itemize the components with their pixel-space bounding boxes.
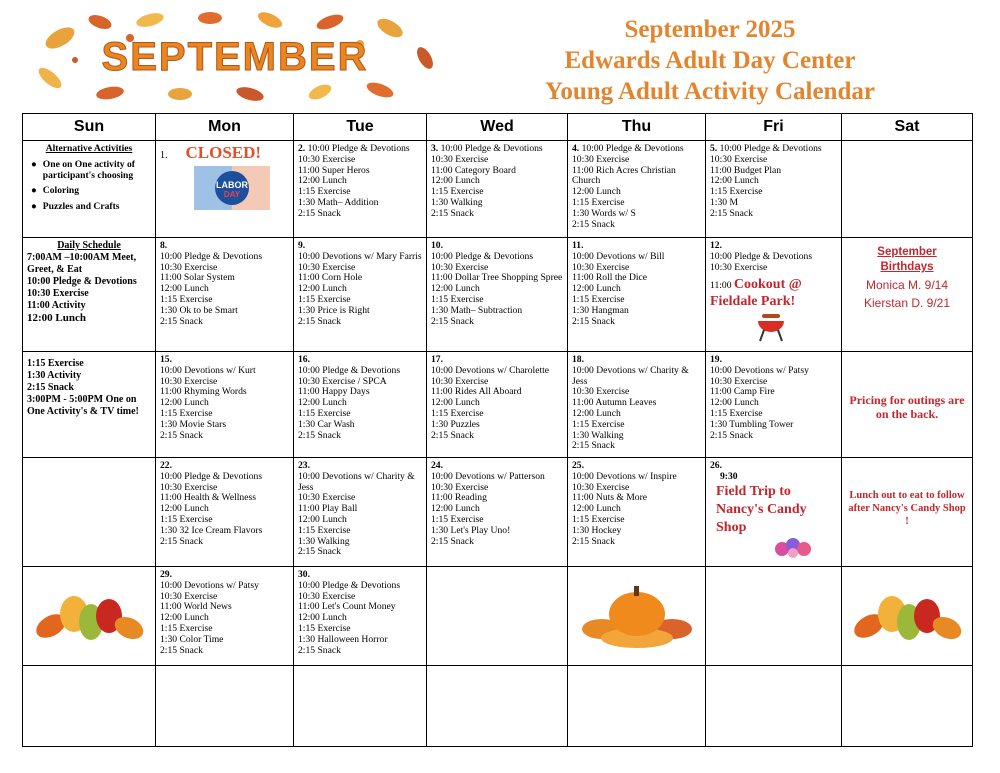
activity-line: 11:00 Solar System bbox=[160, 272, 235, 284]
activity-line: 2:15 Snack bbox=[572, 535, 615, 547]
day-header-line: 3. 10:00 Pledge & Devotions bbox=[431, 143, 543, 154]
day-cell-30 bbox=[294, 567, 427, 666]
activity-line: 1:15 Exercise bbox=[710, 186, 763, 198]
week-row bbox=[23, 458, 973, 567]
activity-line: 11:00 Reading bbox=[431, 492, 487, 504]
activity-line: 10:30 Exercise bbox=[710, 261, 768, 273]
pumpkin-leaves-image bbox=[577, 574, 697, 652]
day-cell-12 bbox=[706, 238, 842, 352]
day-cell-28 bbox=[23, 567, 156, 666]
activity-line: 10:30 Exercise bbox=[572, 153, 630, 165]
bullet-icon: ● bbox=[31, 158, 37, 170]
activity-line: 10:30 Exercise bbox=[572, 481, 630, 493]
cookout-event: Cookout @ Fieldale Park! bbox=[710, 277, 802, 310]
weekday-mon: Mon bbox=[156, 114, 294, 141]
activity-line: 11:00 Play Ball bbox=[298, 503, 358, 515]
activity-line: 11:00 Rhyming Words bbox=[160, 386, 247, 398]
day-header-line: 10. bbox=[431, 240, 443, 251]
activity-line: 1:15 Exercise bbox=[431, 293, 484, 305]
activity-line: 1:15 Exercise bbox=[572, 418, 625, 430]
empty-cell bbox=[842, 567, 973, 666]
day-cell-5 bbox=[706, 141, 842, 238]
week-row bbox=[23, 352, 973, 458]
activity-line: 2:15 Snack bbox=[298, 644, 341, 656]
activity-line: 1:30 Math– Addition bbox=[298, 196, 379, 208]
activity-line: 10:30 Exercise bbox=[160, 375, 218, 387]
day-cell-26 bbox=[706, 458, 842, 567]
activity-line: 10:30 Exercise bbox=[160, 261, 218, 273]
day-number: 3. bbox=[431, 143, 439, 154]
activity-line: 10:30 Exercise bbox=[710, 153, 768, 165]
activity-line: 12:00 Lunch bbox=[710, 397, 759, 409]
lunch-note: Lunch out to eat to follow after Nancy's Candy Shop ! bbox=[848, 490, 966, 527]
activity-line: 2:15 Snack bbox=[431, 315, 474, 327]
activity-line: 11:00 Budget Plan bbox=[710, 164, 782, 176]
activity-line: 11:00 Rich Acres Christian Church bbox=[572, 164, 676, 187]
activity-line: 1:30 Hangman bbox=[572, 304, 629, 316]
activity-line: 10:30 Exercise / SPCA bbox=[298, 375, 387, 387]
day-header-line: 5. 10:00 Pledge & Devotions bbox=[710, 143, 822, 154]
activity-line: 1:15 Exercise bbox=[431, 407, 484, 419]
day-cell-18 bbox=[568, 352, 706, 458]
activity-line: 2:15 Snack bbox=[160, 535, 203, 547]
activity-line: 10:00 Devotions w/ Patsy bbox=[160, 579, 259, 591]
weekday-thu: Thu bbox=[568, 114, 706, 141]
activity-line: 2:15 Snack bbox=[572, 440, 615, 452]
day-number: 1. bbox=[160, 150, 168, 161]
day-cell-24 bbox=[427, 458, 568, 567]
activity-line: 10:30 Exercise bbox=[431, 375, 489, 387]
candy-icon bbox=[772, 535, 814, 559]
day-header-line: 24. bbox=[431, 460, 443, 471]
activity-line: 1:15 Exercise bbox=[298, 293, 351, 305]
activity-line: 1:15 Exercise bbox=[572, 196, 625, 208]
day-cell-29 bbox=[156, 567, 294, 666]
activity-line: 12:00 Lunch bbox=[431, 175, 480, 187]
activity-line: 11:00 World News bbox=[160, 601, 232, 613]
day-number: 2. bbox=[298, 143, 306, 154]
activity-line: 10:30 Exercise bbox=[572, 386, 630, 398]
activity-line: 1:15 Exercise bbox=[160, 513, 213, 525]
schedule-line: 1:30 Activity bbox=[27, 370, 82, 381]
day-header-line: 8. bbox=[160, 240, 168, 251]
day-header-line: 25. bbox=[572, 460, 584, 471]
bullet-icon: ● bbox=[31, 201, 37, 213]
header-month: September 2025 bbox=[624, 16, 796, 43]
activity-line: 11:00 Category Board bbox=[431, 164, 516, 176]
activity-line: 2:15 Snack bbox=[298, 207, 341, 219]
activity-line: 2:15 Snack bbox=[431, 429, 474, 441]
activity-line: 12:00 Lunch bbox=[572, 503, 621, 515]
activity-line: 11:00 Let's Count Money bbox=[298, 601, 396, 613]
alt-item: ● Coloring bbox=[31, 185, 80, 197]
day-number: 4. bbox=[572, 143, 580, 154]
activity-line: 2:15 Snack bbox=[572, 315, 615, 327]
day-cell-23 bbox=[294, 458, 427, 567]
closed-label: CLOSED! bbox=[185, 143, 262, 162]
activity-line: 2:15 Snack bbox=[572, 218, 615, 230]
day-header-line: 29. bbox=[160, 569, 172, 580]
activity-line: 11:00 Happy Days bbox=[298, 386, 370, 398]
activity-line: 2:15 Snack bbox=[160, 429, 203, 441]
autumn-leaves-image bbox=[29, 584, 149, 654]
field-trip-event: Field Trip to Nancy's Candy Shop bbox=[716, 483, 807, 535]
day-header-line: 16. bbox=[298, 354, 310, 365]
activity-line: 1:30 Walking bbox=[298, 535, 350, 547]
empty-cell bbox=[568, 567, 706, 666]
activity-line: 2:15 Snack bbox=[710, 429, 753, 441]
activity-line: 12:00 Lunch bbox=[298, 175, 347, 187]
weekday-sat: Sat bbox=[842, 114, 973, 141]
day-cell-2 bbox=[294, 141, 427, 238]
empty-cell bbox=[427, 567, 568, 666]
activity-line: 1:30 Words w/ S bbox=[572, 207, 636, 219]
activity-line: 1:30 M bbox=[710, 196, 738, 208]
week-row bbox=[23, 567, 973, 666]
activity-line: 1:15 Exercise bbox=[160, 622, 213, 634]
week-row bbox=[23, 238, 973, 352]
activity-line: 12:00 Lunch bbox=[160, 503, 209, 515]
bullet-icon: ● bbox=[31, 185, 37, 197]
daily-schedule-cell bbox=[23, 238, 156, 352]
day-header-line: 18. bbox=[572, 354, 584, 365]
activity-line: 1:15 Exercise bbox=[298, 186, 351, 198]
day-cell-25 bbox=[568, 458, 706, 567]
activity-line: 1:30 Car Wash bbox=[298, 418, 355, 430]
activity-line: 11:00 Roll the Dice bbox=[572, 272, 648, 284]
empty-cell bbox=[706, 666, 842, 747]
day-header-line: 19. bbox=[710, 354, 722, 365]
activity-line: 1:15 Exercise bbox=[298, 622, 351, 634]
activity-line: 12:00 Lunch bbox=[298, 612, 347, 624]
activity-line: 12:00 Lunch bbox=[431, 397, 480, 409]
day-cell-3 bbox=[427, 141, 568, 238]
activity-line: 1:30 Let's Play Uno! bbox=[431, 524, 511, 536]
activity-line: 1:15 Exercise bbox=[160, 407, 213, 419]
alt-item: ● Puzzles and Crafts bbox=[31, 201, 120, 213]
activity-line: 11:00 Dollar Tree Shopping Spree bbox=[431, 272, 563, 284]
activity-line: 10:30 Exercise bbox=[431, 153, 489, 165]
day-header-line: 2. 10:00 Pledge & Devotions bbox=[298, 143, 410, 154]
activity-line: 10:00 Devotions w/ Mary Farris bbox=[298, 250, 422, 262]
activity-line: 2:15 Snack bbox=[431, 207, 474, 219]
empty-cell bbox=[23, 666, 156, 747]
activity-line: 1:30 Math– Subtraction bbox=[431, 304, 523, 316]
activity-line: 12:00 Lunch bbox=[710, 175, 759, 187]
activity-line: 10:30 Exercise bbox=[160, 481, 218, 493]
activity-line: 10:30 Exercise bbox=[160, 590, 218, 602]
activity-line: 10:00 Devotions w/ Charity & Jess bbox=[298, 470, 415, 493]
activity-line: 10:00 Devotions w/ Charolette bbox=[431, 364, 550, 376]
day-header-line: 22. bbox=[160, 460, 172, 471]
activity-line: 10:00 Devotions w/ Charity & Jess bbox=[572, 364, 689, 387]
activity-line: 2:15 Snack bbox=[298, 429, 341, 441]
activity-line: 12:00 Lunch bbox=[298, 513, 347, 525]
activity-line: 11:00 Rides All Aboard bbox=[431, 386, 522, 398]
day-cell-17 bbox=[427, 352, 568, 458]
day-cell-19 bbox=[706, 352, 842, 458]
empty-cell bbox=[706, 567, 842, 666]
activity-line: 12:00 Lunch bbox=[160, 397, 209, 409]
activity-line: 1:30 Hockey bbox=[572, 524, 622, 536]
activity-line: 10:00 Pledge & Devotions bbox=[298, 579, 401, 591]
day-header-line: 15. bbox=[160, 354, 172, 365]
autumn-leaves-image bbox=[847, 584, 967, 654]
activity-line: 12:00 Lunch bbox=[572, 407, 621, 419]
activity-line: 10:00 Pledge & Devotions bbox=[710, 250, 813, 262]
activity-line: 1:30 Tumbling Tower bbox=[710, 418, 794, 430]
alt-activities-title: Alternative Activities bbox=[45, 143, 133, 154]
activity-line: 2:15 Snack bbox=[160, 644, 203, 656]
activity-line: 1:30 Movie Stars bbox=[160, 418, 227, 430]
activity-calendar bbox=[22, 113, 973, 747]
day-header-line: 17. bbox=[431, 354, 443, 365]
lunch-note-cell bbox=[842, 458, 973, 567]
activity-line: 11:00 Camp Fire bbox=[710, 386, 775, 398]
pricing-note: Pricing for outings are on the back. bbox=[849, 393, 965, 421]
grill-icon bbox=[754, 312, 788, 342]
week-row bbox=[23, 141, 973, 238]
birthday-person: Kierstan D. 9/21 bbox=[863, 296, 951, 310]
weekday-tue: Tue bbox=[294, 114, 427, 141]
schedule-line: 10:30 Exercise bbox=[27, 287, 89, 299]
activity-line: 2:15 Snack bbox=[160, 315, 203, 327]
day-number: 26. bbox=[710, 460, 722, 471]
activity-line: 11:00 Health & Wellness bbox=[160, 492, 256, 504]
activity-line: 12:00 Lunch bbox=[160, 612, 209, 624]
activity-line: 10:00 Devotions w/ Kurt bbox=[160, 364, 256, 376]
activity-line: 1:30 Halloween Horror bbox=[298, 633, 388, 645]
day-number: 12. bbox=[710, 240, 722, 251]
schedule-line: 2:15 Snack bbox=[27, 382, 74, 393]
birthdays-cell bbox=[842, 238, 973, 352]
day-number: 5. bbox=[710, 143, 718, 154]
day-cell-9 bbox=[294, 238, 427, 352]
activity-line: 10:00 Pledge & Devotions bbox=[431, 250, 534, 262]
day-cell-8 bbox=[156, 238, 294, 352]
activity-line: 10:30 Exercise bbox=[298, 590, 356, 602]
header-center-name: Edwards Adult Day Center bbox=[564, 47, 856, 74]
activity-line: 10:00 Devotions w/ Patterson bbox=[431, 470, 545, 482]
activity-line: 10:30 Exercise bbox=[431, 261, 489, 273]
activity-line: 11:00 Autumn Leaves bbox=[572, 397, 657, 409]
day-header-line: 4. 10:00 Pledge & Devotions bbox=[572, 143, 684, 154]
activity-line: 10:30 Exercise bbox=[298, 261, 356, 273]
day-cell-21 bbox=[23, 458, 156, 567]
activity-line: 10:30 Exercise bbox=[572, 261, 630, 273]
day-cell-10 bbox=[427, 238, 568, 352]
badge-bottom-text: DAY bbox=[223, 189, 241, 199]
activity-line: 10:30 Exercise bbox=[298, 492, 356, 504]
activity-line: 1:30 Walking bbox=[572, 429, 624, 441]
header-calendar-title: Young Adult Activity Calendar bbox=[545, 78, 875, 105]
activity-line: 1:15 Exercise bbox=[298, 524, 351, 536]
activity-line: 1:30 Color Time bbox=[160, 633, 224, 645]
activity-time: 9:30 bbox=[720, 470, 738, 482]
activity-line: 1:30 32 Ice Cream Flavors bbox=[160, 524, 263, 536]
empty-cell bbox=[156, 666, 294, 747]
schedule-line: 12:00 Lunch bbox=[27, 311, 86, 324]
weekday-sun: Sun bbox=[23, 114, 156, 141]
activity-line: 10:30 Exercise bbox=[710, 375, 768, 387]
activity-line: 1:15 Exercise bbox=[160, 293, 213, 305]
empty-cell bbox=[427, 666, 568, 747]
birthdays-title-2: Birthdays bbox=[880, 261, 934, 273]
day-cell-11 bbox=[568, 238, 706, 352]
labor-day-image bbox=[194, 166, 270, 210]
empty-cell bbox=[842, 666, 973, 747]
activity-line: 10:00 Pledge & Devotions bbox=[160, 470, 263, 482]
daily-schedule-title: Daily Schedule bbox=[57, 240, 121, 251]
activity-line: 12:00 Lunch bbox=[298, 283, 347, 295]
activity-line: 10:00 Devotions w/ Inspire bbox=[572, 470, 677, 482]
day-cell-4 bbox=[568, 141, 706, 238]
calendar-header bbox=[500, 14, 920, 107]
activity-line: 11:00 Super Heros bbox=[298, 164, 370, 176]
day-cell-15 bbox=[156, 352, 294, 458]
activity-line: 12:00 Lunch bbox=[298, 397, 347, 409]
schedule-line: 7:00AM –10:00AM Meet, Greet, & Eat bbox=[27, 251, 137, 275]
activity-line: 12:00 Lunch bbox=[431, 503, 480, 515]
banner-word: SEPTEMBER bbox=[101, 35, 369, 79]
alternative-activities-cell bbox=[23, 141, 156, 238]
day-cell-16 bbox=[294, 352, 427, 458]
activity-line: 2:15 Snack bbox=[298, 546, 341, 558]
schedule-line: 10:00 Pledge & Devotions bbox=[27, 275, 137, 287]
birthdays-title-1: September bbox=[877, 246, 937, 258]
activity-line: 2:15 Snack bbox=[298, 315, 341, 327]
pricing-note-cell bbox=[842, 352, 973, 458]
activity-line: 12:00 Lunch bbox=[431, 283, 480, 295]
september-banner bbox=[30, 8, 440, 104]
activity-line: 12:00 Lunch bbox=[572, 186, 621, 198]
activity-line: 1:30 Puzzles bbox=[431, 418, 480, 430]
activity-line: 11:00 Nuts & More bbox=[572, 492, 648, 504]
activity-line: 11:00 Corn Hole bbox=[298, 272, 363, 284]
alt-item: ● One on One activity of participant's choosing bbox=[31, 158, 135, 181]
schedule-line: 3:00PM - 5:00PM One on One Activity's & TV time! bbox=[27, 394, 139, 417]
activity-line: 2:15 Snack bbox=[431, 535, 474, 547]
activity-line: 12:00 Lunch bbox=[572, 283, 621, 295]
day-cell-1 bbox=[156, 141, 294, 238]
week-row bbox=[23, 666, 973, 747]
activity-line: 1:30 Price is Right bbox=[298, 304, 370, 316]
activity-line: 10:00 Pledge & Devotions bbox=[298, 364, 401, 376]
weekday-fri: Fri bbox=[706, 114, 842, 141]
schedule-line: 1:15 Exercise bbox=[27, 358, 84, 369]
weekday-wed: Wed bbox=[427, 114, 568, 141]
activity-line: 1:15 Exercise bbox=[572, 293, 625, 305]
day-header-line: 9. bbox=[298, 240, 306, 251]
activity-line: 10:30 Exercise bbox=[431, 481, 489, 493]
activity-time: 11:00 bbox=[710, 280, 732, 292]
empty-cell bbox=[294, 666, 427, 747]
day-header-line: 30. bbox=[298, 569, 310, 580]
activity-line: 1:15 Exercise bbox=[431, 513, 484, 525]
badge-top-text: LABOR bbox=[216, 179, 248, 190]
activity-line: 2:15 Snack bbox=[710, 207, 753, 219]
schedule-line: 11:00 Activity bbox=[27, 299, 86, 311]
day-header-line: 23. bbox=[298, 460, 310, 471]
activity-line: 10:00 Devotions w/ Bill bbox=[572, 250, 665, 262]
empty-cell bbox=[568, 666, 706, 747]
activity-line: 1:15 Exercise bbox=[298, 407, 351, 419]
activity-line: 1:30 Walking bbox=[431, 196, 483, 208]
activity-line: 1:30 Ok to be Smart bbox=[160, 304, 238, 316]
daily-schedule-continued-cell bbox=[23, 352, 156, 458]
day-cell-22 bbox=[156, 458, 294, 567]
weekday-header-row bbox=[23, 114, 973, 141]
activity-line: 12:00 Lunch bbox=[160, 283, 209, 295]
activity-line: 1:15 Exercise bbox=[572, 513, 625, 525]
day-header-line: 11. bbox=[572, 240, 584, 251]
day-cell-6 bbox=[842, 141, 973, 238]
activity-line: 1:15 Exercise bbox=[710, 407, 763, 419]
activity-line: 10:00 Pledge & Devotions bbox=[160, 250, 263, 262]
activity-line: 10:30 Exercise bbox=[298, 153, 356, 165]
activity-line: 1:15 Exercise bbox=[431, 186, 484, 198]
activity-line: 10:00 Devotions w/ Patsy bbox=[710, 364, 809, 376]
birthday-person: Monica M. 9/14 bbox=[865, 278, 949, 292]
